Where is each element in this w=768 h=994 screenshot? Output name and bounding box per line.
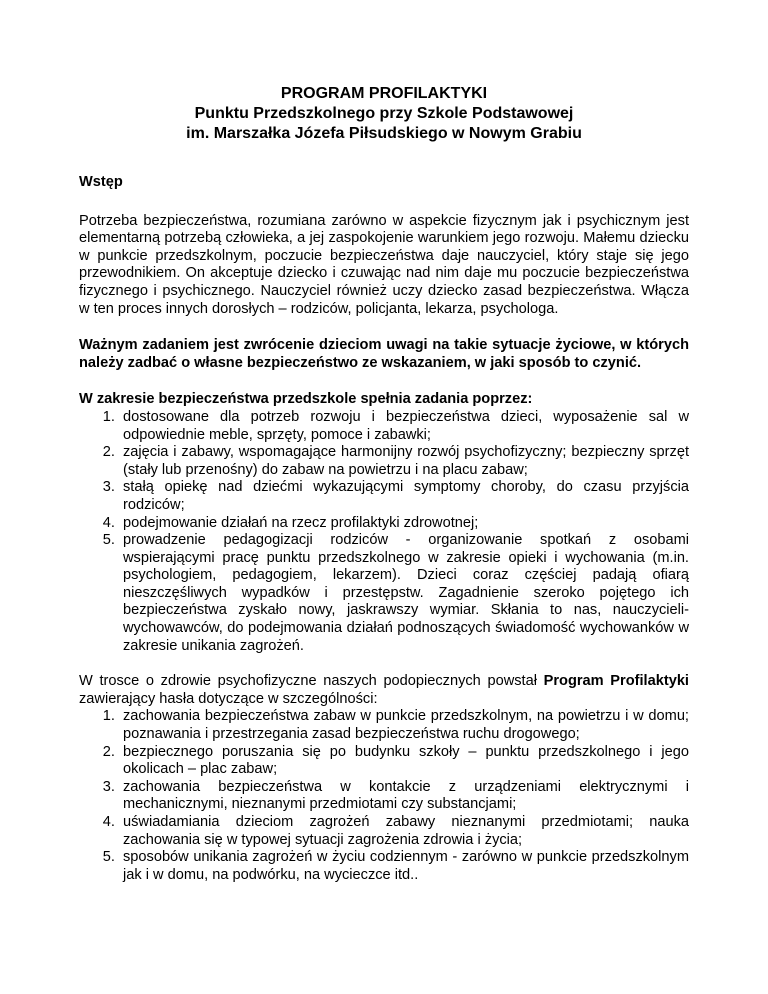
title-line-3: im. Marszałka Józefa Piłsudskiego w Nowym Grabiu [186, 125, 582, 142]
tasks-heading: W zakresie bezpieczeństwa przedszkole spełnia zadania poprzez: [79, 391, 533, 408]
list-item: 1. zachowania bezpieczeństwa zabaw w punkcie przedszkolnym, na powietrzu i w domu; poznawania i przestrzegania zasad bezpieczeństwa ruchu drogowego; [119, 708, 689, 743]
title-line-2: Punktu Przedszkolnego przy Szkole Podstawowej [194, 105, 574, 122]
document-title [79, 84, 689, 144]
list-item: 2. bezpiecznego poruszania się po budynku szkoły – punktu przedszkolnego i jego okolicach – plac zabaw; [119, 744, 689, 779]
list-item: 5. prowadzenie pedagogizacji rodziców - organizowanie spotkań z osobami wspierającymi pracę punktu przedszkolnego w zakresie opieki i wychowania (m.in. psychologiem, pedagogiem, lekarzem). Dzieci coraz częściej padają ofiarą nieszczęśliwych wypadków i przestępstw. Zagadnienie szeroko pojętego ich bezpieczeństwa zyskało nowy, jaskrawszy wymiar. Skłania to nas, nauczycieli-wychowawców, do podejmowania działań podnoszących świadomość wychowanków w zakresie unikania zagrożeń. [119, 532, 689, 655]
program-intro-paragraph [79, 673, 689, 708]
document-page [79, 84, 689, 884]
program-intro-after: zawierający hasła dotyczące w szczególności: [79, 690, 378, 707]
list-item: 2. zajęcia i zabawy, wspomagające harmonijny rozwój psychofizyczny; bezpieczny sprzęt (stały lub przenośny) do zabaw na powietrzu i na placu zabaw; [119, 444, 689, 479]
title-line-1: PROGRAM PROFILAKTYKI [280, 85, 488, 102]
tasks-list [79, 409, 689, 655]
list-item: 4. uświadamiania dzieciom zagrożeń zabawy nieznanymi przedmiotami; nauka zachowania się w typowej sytuacji zagrożenia zdrowia i życia; [119, 814, 689, 849]
list-item: 3. zachowania bezpieczeństwa w kontakcie z urządzeniami elektrycznymi i mechanicznymi, nieznanymi przedmiotami czy substancjami; [119, 779, 689, 814]
program-intro-before: W trosce o zdrowie psychofizyczne naszych podopiecznych powstał [79, 673, 544, 690]
list-item: 5. sposobów unikania zagrożeń w życiu codziennym - zarówno w punkcie przedszkolnym jak i w domu, na podwórku, na wycieczce itd.. [119, 849, 689, 884]
intro-paragraph: Potrzeba bezpieczeństwa, rozumiana zarówno w aspekcie fizycznym jak i psychicznym jest elementarną potrzebą człowieka, a jej zaspokojenie warunkiem jego rozwoju. Małemu dziecku w punkcie przedszkolnym, poczucie bezpieczeństwa daje nauczyciel, który staje się jego przewodnikiem. On akceptuje dziecko i czuwając nad nim daje mu poczucie bezpieczeństwa fizycznego i psychicznego. Nauczyciel również uczy dziecko zasad bezpieczeństwa. Włącza w ten proces innych dorosłych – rodziców, policjanta, lekarza, psychologa. [79, 212, 689, 317]
intro-heading: Wstęp [79, 174, 123, 190]
program-name: Program Profilaktyki [543, 673, 689, 690]
program-list [79, 708, 689, 884]
list-item: 1. dostosowane dla potrzeb rozwoju i bezpieczeństwa dzieci, wyposażenie sal w odpowiednie meble, sprzęty, pomoce i zabawki; [119, 409, 689, 444]
list-item: 4. podejmowanie działań na rzecz profilaktyki zdrowotnej; [119, 515, 689, 533]
important-paragraph: Ważnym zadaniem jest zwrócenie dzieciom uwagi na takie sytuacje życiowe, w których należy zadbać o własne bezpieczeństwo ze wskazaniem, w jaki sposób to czynić. [79, 337, 689, 371]
list-item: 3. stałą opiekę nad dziećmi wykazującymi symptomy choroby, do czasu przyjścia rodziców; [119, 479, 689, 514]
